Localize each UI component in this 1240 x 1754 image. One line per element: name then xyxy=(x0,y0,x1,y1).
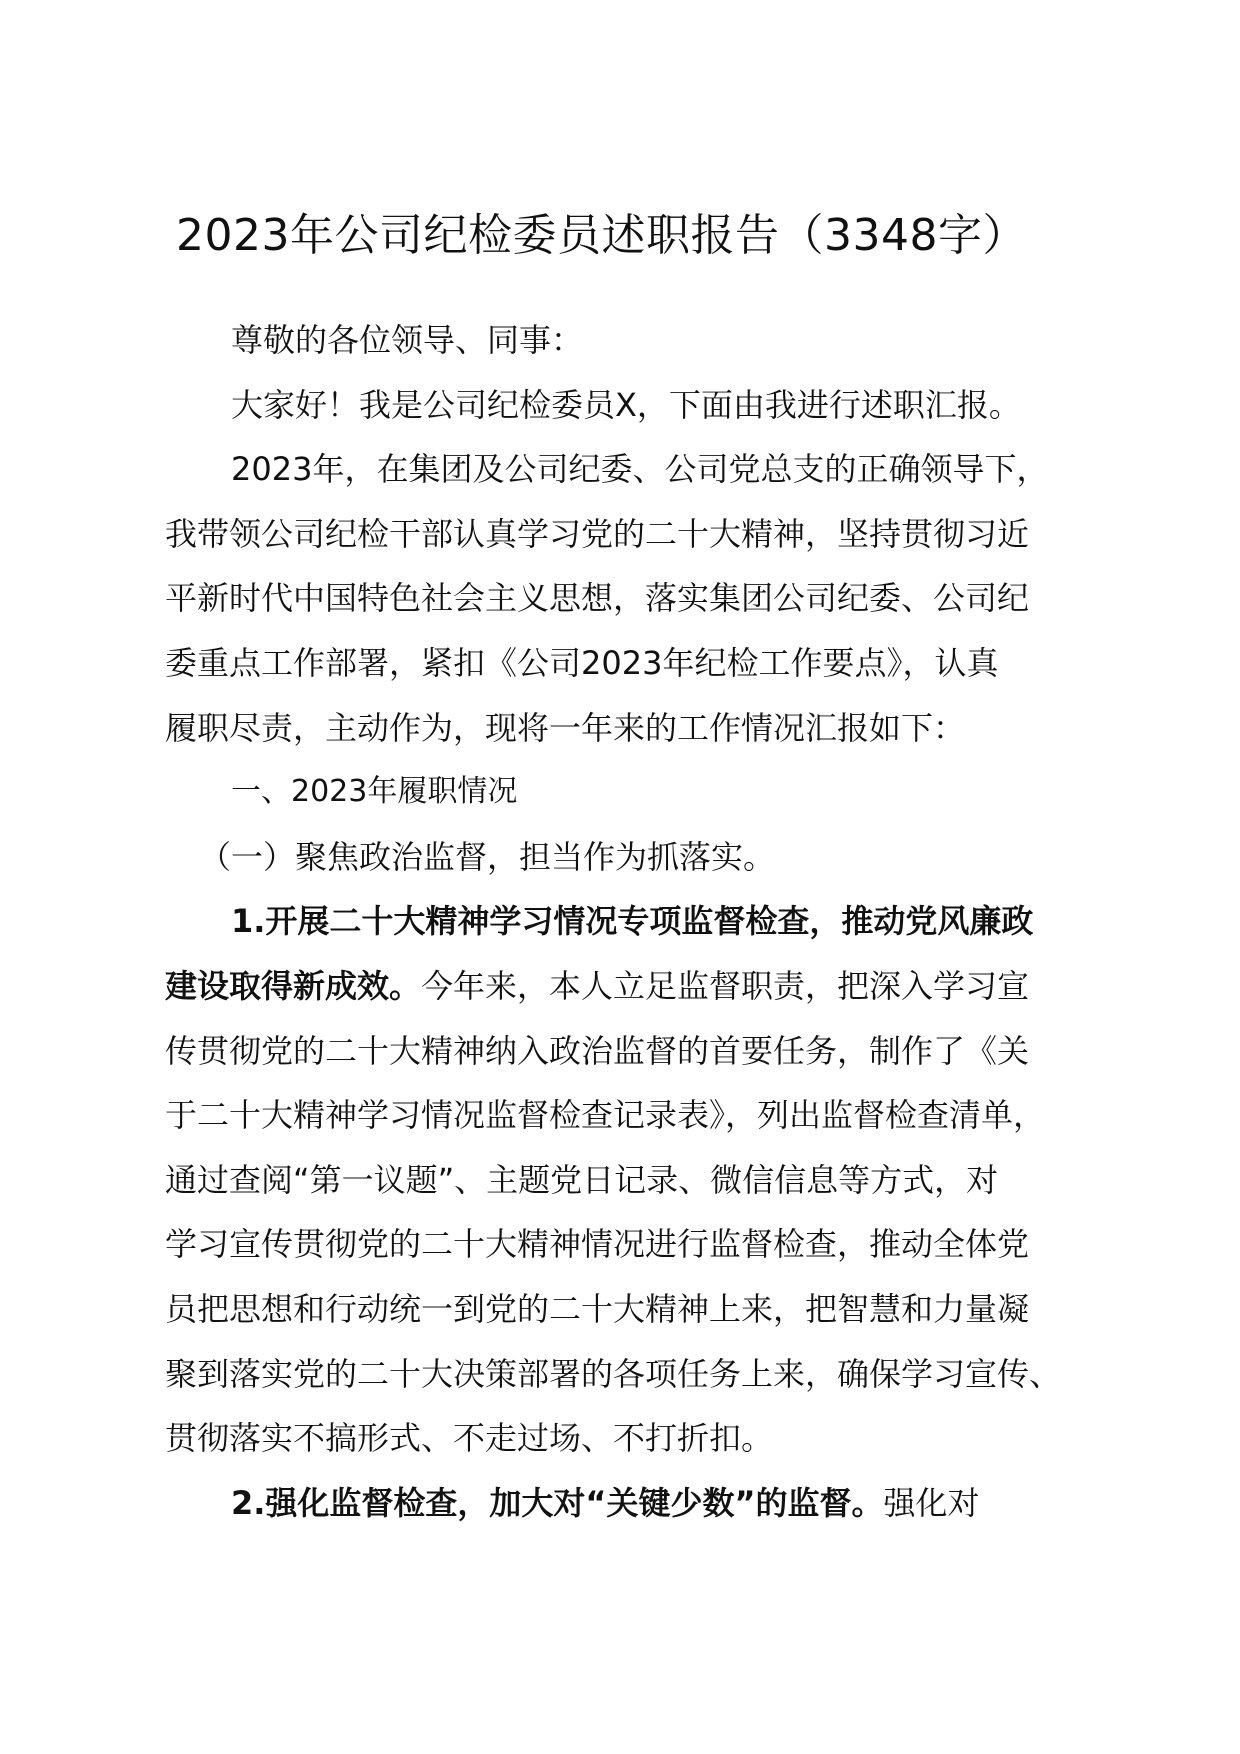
intro-line: 我带领公司纪检干部认真学习党的二十大精神，坚持贯彻习近 xyxy=(165,514,1030,553)
item-one-line: 于二十大精神学习情况监督检查记录表》，列出监督检查清单， xyxy=(165,1096,1046,1135)
item-one-bold-heading-end: 建设取得新成效。 xyxy=(165,966,422,1005)
intro-paragraph xyxy=(165,437,1100,760)
item-one-text: 今年来，本人立足监督职责，把深入学习宣 xyxy=(421,966,1030,1005)
item-one-line: 传贯彻党的二十大精神纳入政治监督的首要任务，制作了《关 xyxy=(165,1031,1030,1070)
item-one-line: 员把思想和行动统一到党的二十大精神上来，把智慧和力量凝 xyxy=(165,1289,1030,1328)
intro-line: 2023年，在集团及公司纪委、公司党总支的正确领导下， xyxy=(231,450,1049,489)
intro-line: 委重点工作部署，紧扣《公司2023年纪检工作要点》，认真 xyxy=(165,643,999,682)
greeting-paragraph: 大家好！我是公司纪检委员X，下面由我进行述职汇报。 xyxy=(231,385,1021,424)
item-two-text: 强化对 xyxy=(883,1483,980,1522)
item-two-paragraph xyxy=(165,1471,1100,1536)
intro-line: 履职尽责，主动作为，现将一年来的工作情况汇报如下： xyxy=(165,708,966,747)
item-one-bold-heading: 1.开展二十大精神学习情况专项监督检查，推动党风廉政 xyxy=(231,902,1034,941)
salutation: 尊敬的各位领导、同事： xyxy=(231,321,584,359)
subsection-heading: （一）聚焦政治监督，担当作为抓落实。 xyxy=(199,837,776,876)
item-one-line: 聚到落实党的二十大决策部署的各项任务上来，确保学习宣传、 xyxy=(165,1354,1062,1393)
document-body xyxy=(165,308,1100,1535)
item-one-line xyxy=(165,954,1100,1019)
document-title: 2023年公司纪检委员述职报告（3348字） xyxy=(176,210,1027,261)
item-one-line: 学习宣传贯彻党的二十大精神情况进行监督检查，推动全体党 xyxy=(165,1225,1030,1264)
item-one-line: 通过查阅“第一议题”、主题党日记录、微信信息等方式，对 xyxy=(165,1160,999,1199)
section-heading: 一、2023年履职情况 xyxy=(231,774,518,810)
item-two-bold-heading: 2.强化监督检查，加大对“关键少数”的监督。 xyxy=(231,1483,884,1522)
intro-line: 平新时代中国特色社会主义思想，落实集团公司纪委、公司纪 xyxy=(165,579,1030,618)
item-one-paragraph xyxy=(165,889,1100,1470)
item-one-line: 贯彻落实不搞形式、不走过场、不打折扣。 xyxy=(165,1419,774,1458)
